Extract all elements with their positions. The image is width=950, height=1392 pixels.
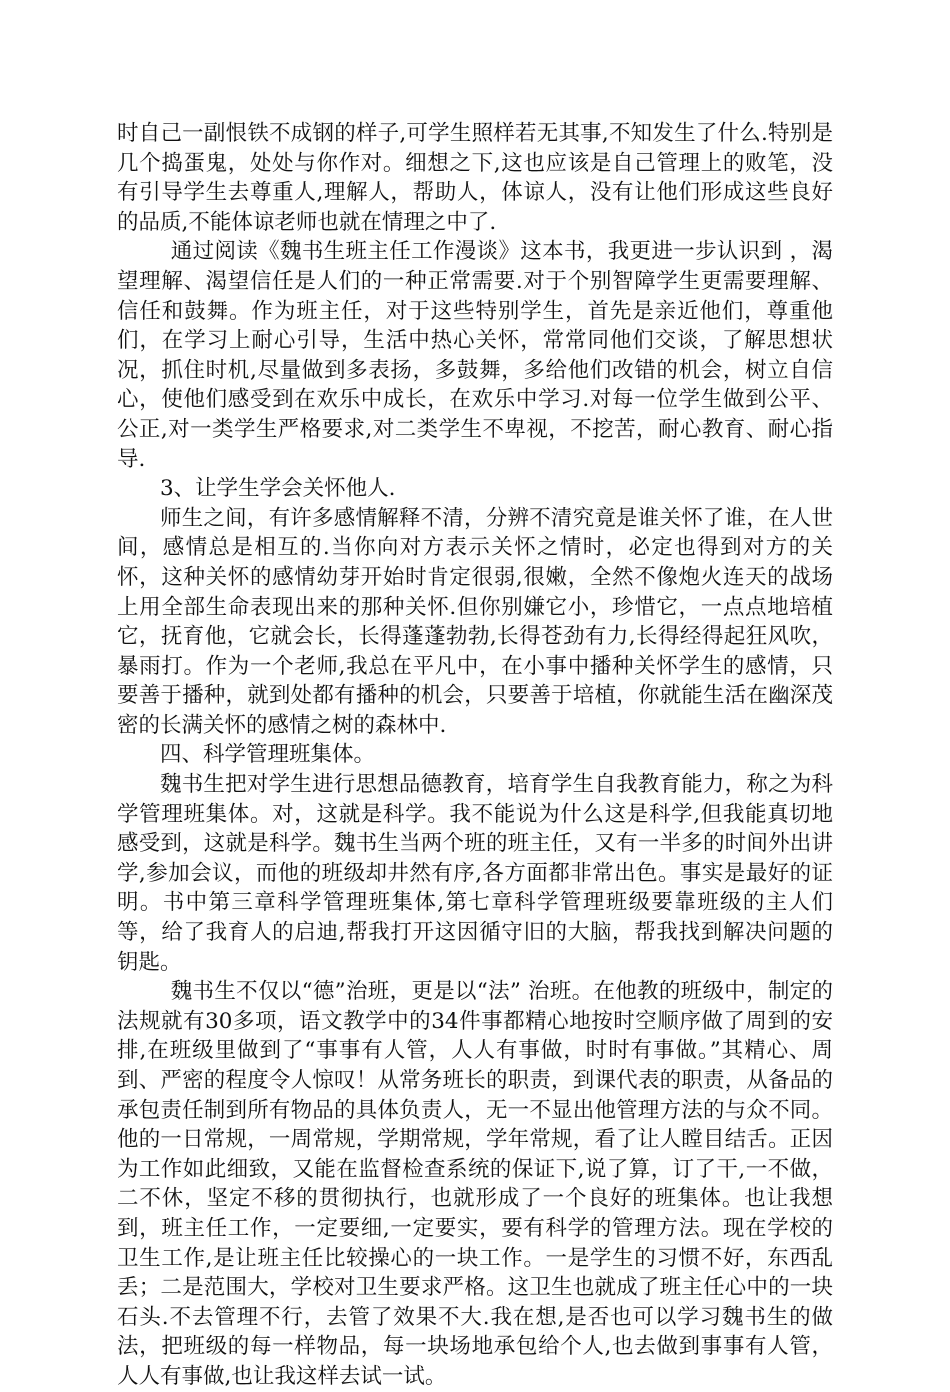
section-heading-management: 四、科学管理班集体。 bbox=[160, 742, 376, 768]
paragraph-care: 师生之间，有许多感情解释不清，分辨不清究竟是谁关怀了谁，在人世间，感情总是相互的.当你向对方表示关怀之情时，必定也得到对方的关怀，这种关怀的感情幼芽开始时肯定很弱,很嫩，全然不像炮火连天的战场上用全部生命表现出来的那种关怀.但你别嫌它小，珍惜它，一点点地培植它，抚育他，它就会长，长得蓬蓬勃勃,长得苍劲有力,长得经得起狂风吹，暴雨打。作为一个老师,我总在平凡中，在小事中播种关怀学生的感情，只要善于播种，就到处都有播种的机会，只要善于培植，你就能生活在幽深茂密的长满关怀的感情之树的森林中. bbox=[117, 505, 833, 738]
paragraph-rules-management: 魏书生不仅以“德”治班，更是以“法” 治班。在他教的班级中，制定的法规就有30多项，语文教学中的34件事都精心地按时空顺序做了周到的安排,在班级里做到了“事事有人管，人人有事做，时时有事做。”其精心、周到、严密的程度令人惊叹！从常务班长的职责，到课代表的职责，从备品的承包责任制到所有物品的具体负责人，无一不显出他管理方法的与众不同。他的一日常规，一周常规，学期常规，学年常规，看了让人瞠目结舌。正因为工作如此细致，又能在监督检查系统的保证下,说了算，订了干,一不做，二不休，坚定不移的贯彻执行，也就形成了一个良好的班集体。也让我想到，班主任工作，一定要细,一定要实，要有科学的管理方法。现在学校的卫生工作,是让班主任比较操心的一块工作。一是学生的习惯不好，东西乱丢；二是范围大，学校对卫生要求严格。这卫生也就成了班主任心中的一块石头.不去管理不行，去管了效果不大.我在想,是否也可以学习魏书生的做法，把班级的每一样物品，每一块场地承包给个人,也去做到事事有人管，人人有事做,也让我这样去试一试。 bbox=[117, 979, 833, 1389]
paragraph-scientific-management: 魏书生把对学生进行思想品德教育，培育学生自我教育能力，称之为科学管理班集体。对，这就是科学。我不能说为什么这是科学,但我能真切地感受到，这就是科学。魏书生当两个班的班主任，又有一半多的时间外出讲学,参加会议，而他的班级却井然有序,各方面都非常出色。事实是最好的证明。书中第三章科学管理班集体,第七章科学管理班级要靠班级的主人们等，给了我育人的启迪,帮我打开这因循守旧的大脑，帮我找到解决问题的钥匙。 bbox=[117, 772, 833, 975]
paragraph-continuation: 时自己一副恨铁不成钢的样子,可学生照样若无其事,不知发生了什么.特别是几个捣蛋鬼，处处与你作对。细想之下,这也应该是自己管理上的败笔，没有引导学生去尊重人,理解人，帮助人，体谅人，没有让他们形成这些良好的品质,不能体谅老师也就在情理之中了. bbox=[117, 121, 833, 235]
paragraph-reading-reflection: 通过阅读《魏书生班主任工作漫谈》这本书，我更进一步认识到 ，渴望理解、渴望信任是人们的一种正常需要.对于个别智障学生更需要理解、信任和鼓舞。作为班主任，对于这些特别学生，首先是亲近他们，尊重他们，在学习上耐心引导，生活中热心关怀，常常同他们交谈，了解思想状况，抓住时机,尽量做到多表扬，多鼓舞，多给他们改错的机会，树立自信心，使他们感受到在欢乐中成长，在欢乐中学习.对每一位学生做到公平、公正,对一类学生严格要求,对二类学生不卑视，不挖苦，耐心教育、耐心指导. bbox=[117, 239, 833, 472]
document-body bbox=[117, 119, 833, 1392]
section-heading-care: 3、让学生学会关怀他人. bbox=[160, 476, 396, 502]
